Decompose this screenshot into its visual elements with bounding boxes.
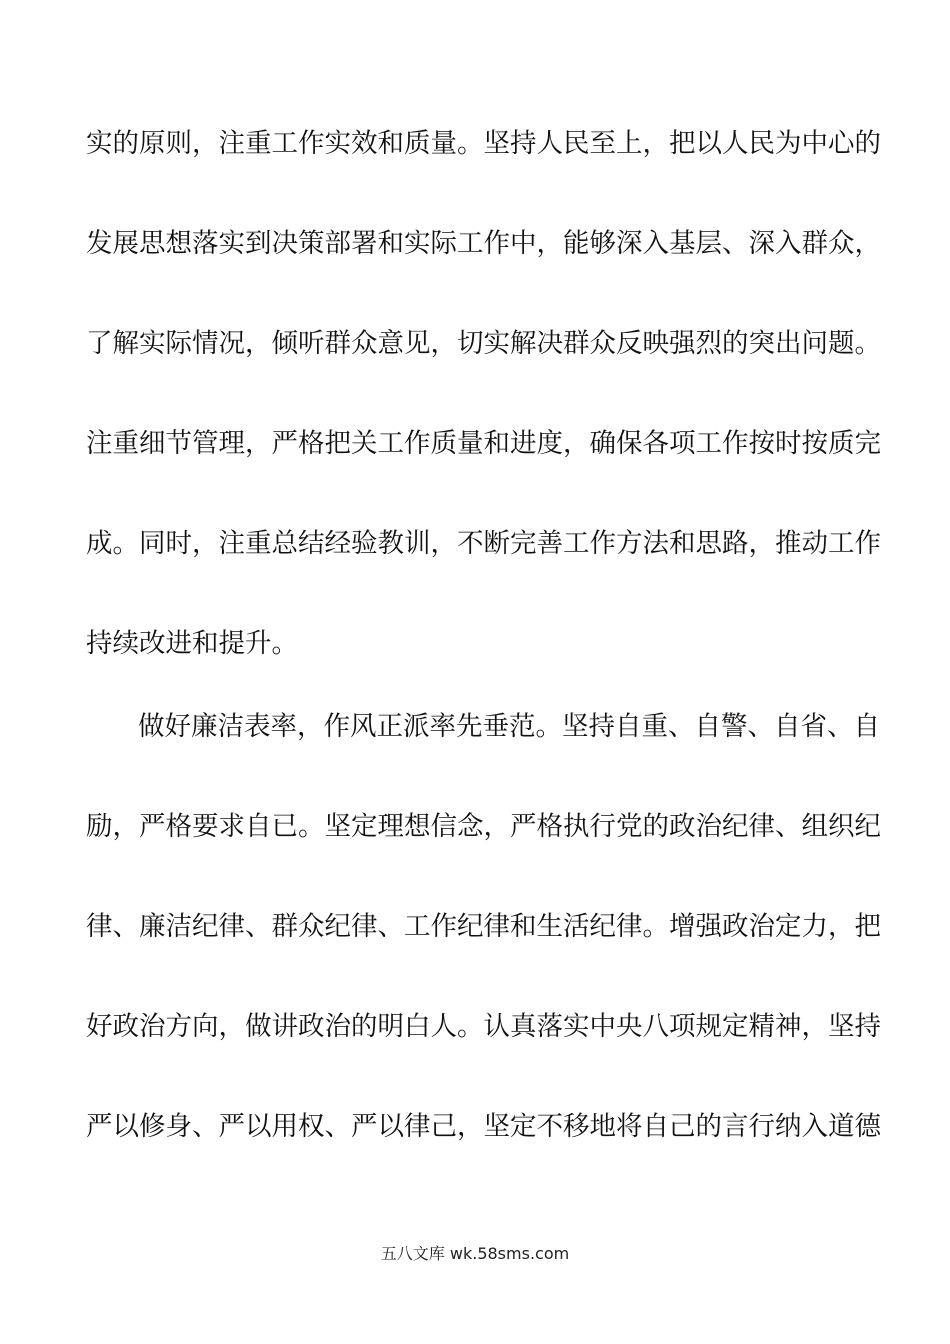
- text-line: 律、廉洁纪律、群众纪律、工作纪律和生活纪律。增强政治定力，把: [86, 911, 881, 942]
- text-line: 了解实际情况，倾听群众意见，切实解决群众反映强烈的突出问题。: [86, 328, 881, 359]
- text-line: 注重细节管理，严格把关工作质量和进度，确保各项工作按时按质完: [86, 428, 881, 459]
- text-line: 发展思想落实到决策部署和实际工作中，能够深入基层、深入群众，: [86, 228, 881, 259]
- paragraph-first-line: 做好廉洁表率，作风正派率先垂范。坚持自重、自警、自省、自: [138, 711, 880, 742]
- text-line: 成。同时，注重总结经验教训，不断完善工作方法和思路，推动工作: [86, 528, 881, 559]
- page-footer-watermark: 五八文库 wk.58sms.com: [380, 1244, 570, 1263]
- text-line: 励，严格要求自已。坚定理想信念，严格执行党的政治纪律、组织纪: [86, 811, 881, 842]
- text-line: 严以修身、严以用权、严以律己，坚定不移地将自己的言行纳入道德: [86, 1111, 881, 1142]
- text-line: 好政治方向，做讲政治的明白人。认真落实中央八项规定精神，坚持: [86, 1011, 881, 1042]
- text-line: 实的原则，注重工作实效和质量。坚持人民至上，把以人民为中心的: [86, 128, 881, 159]
- text-line: 持续改进和提升。: [86, 628, 298, 659]
